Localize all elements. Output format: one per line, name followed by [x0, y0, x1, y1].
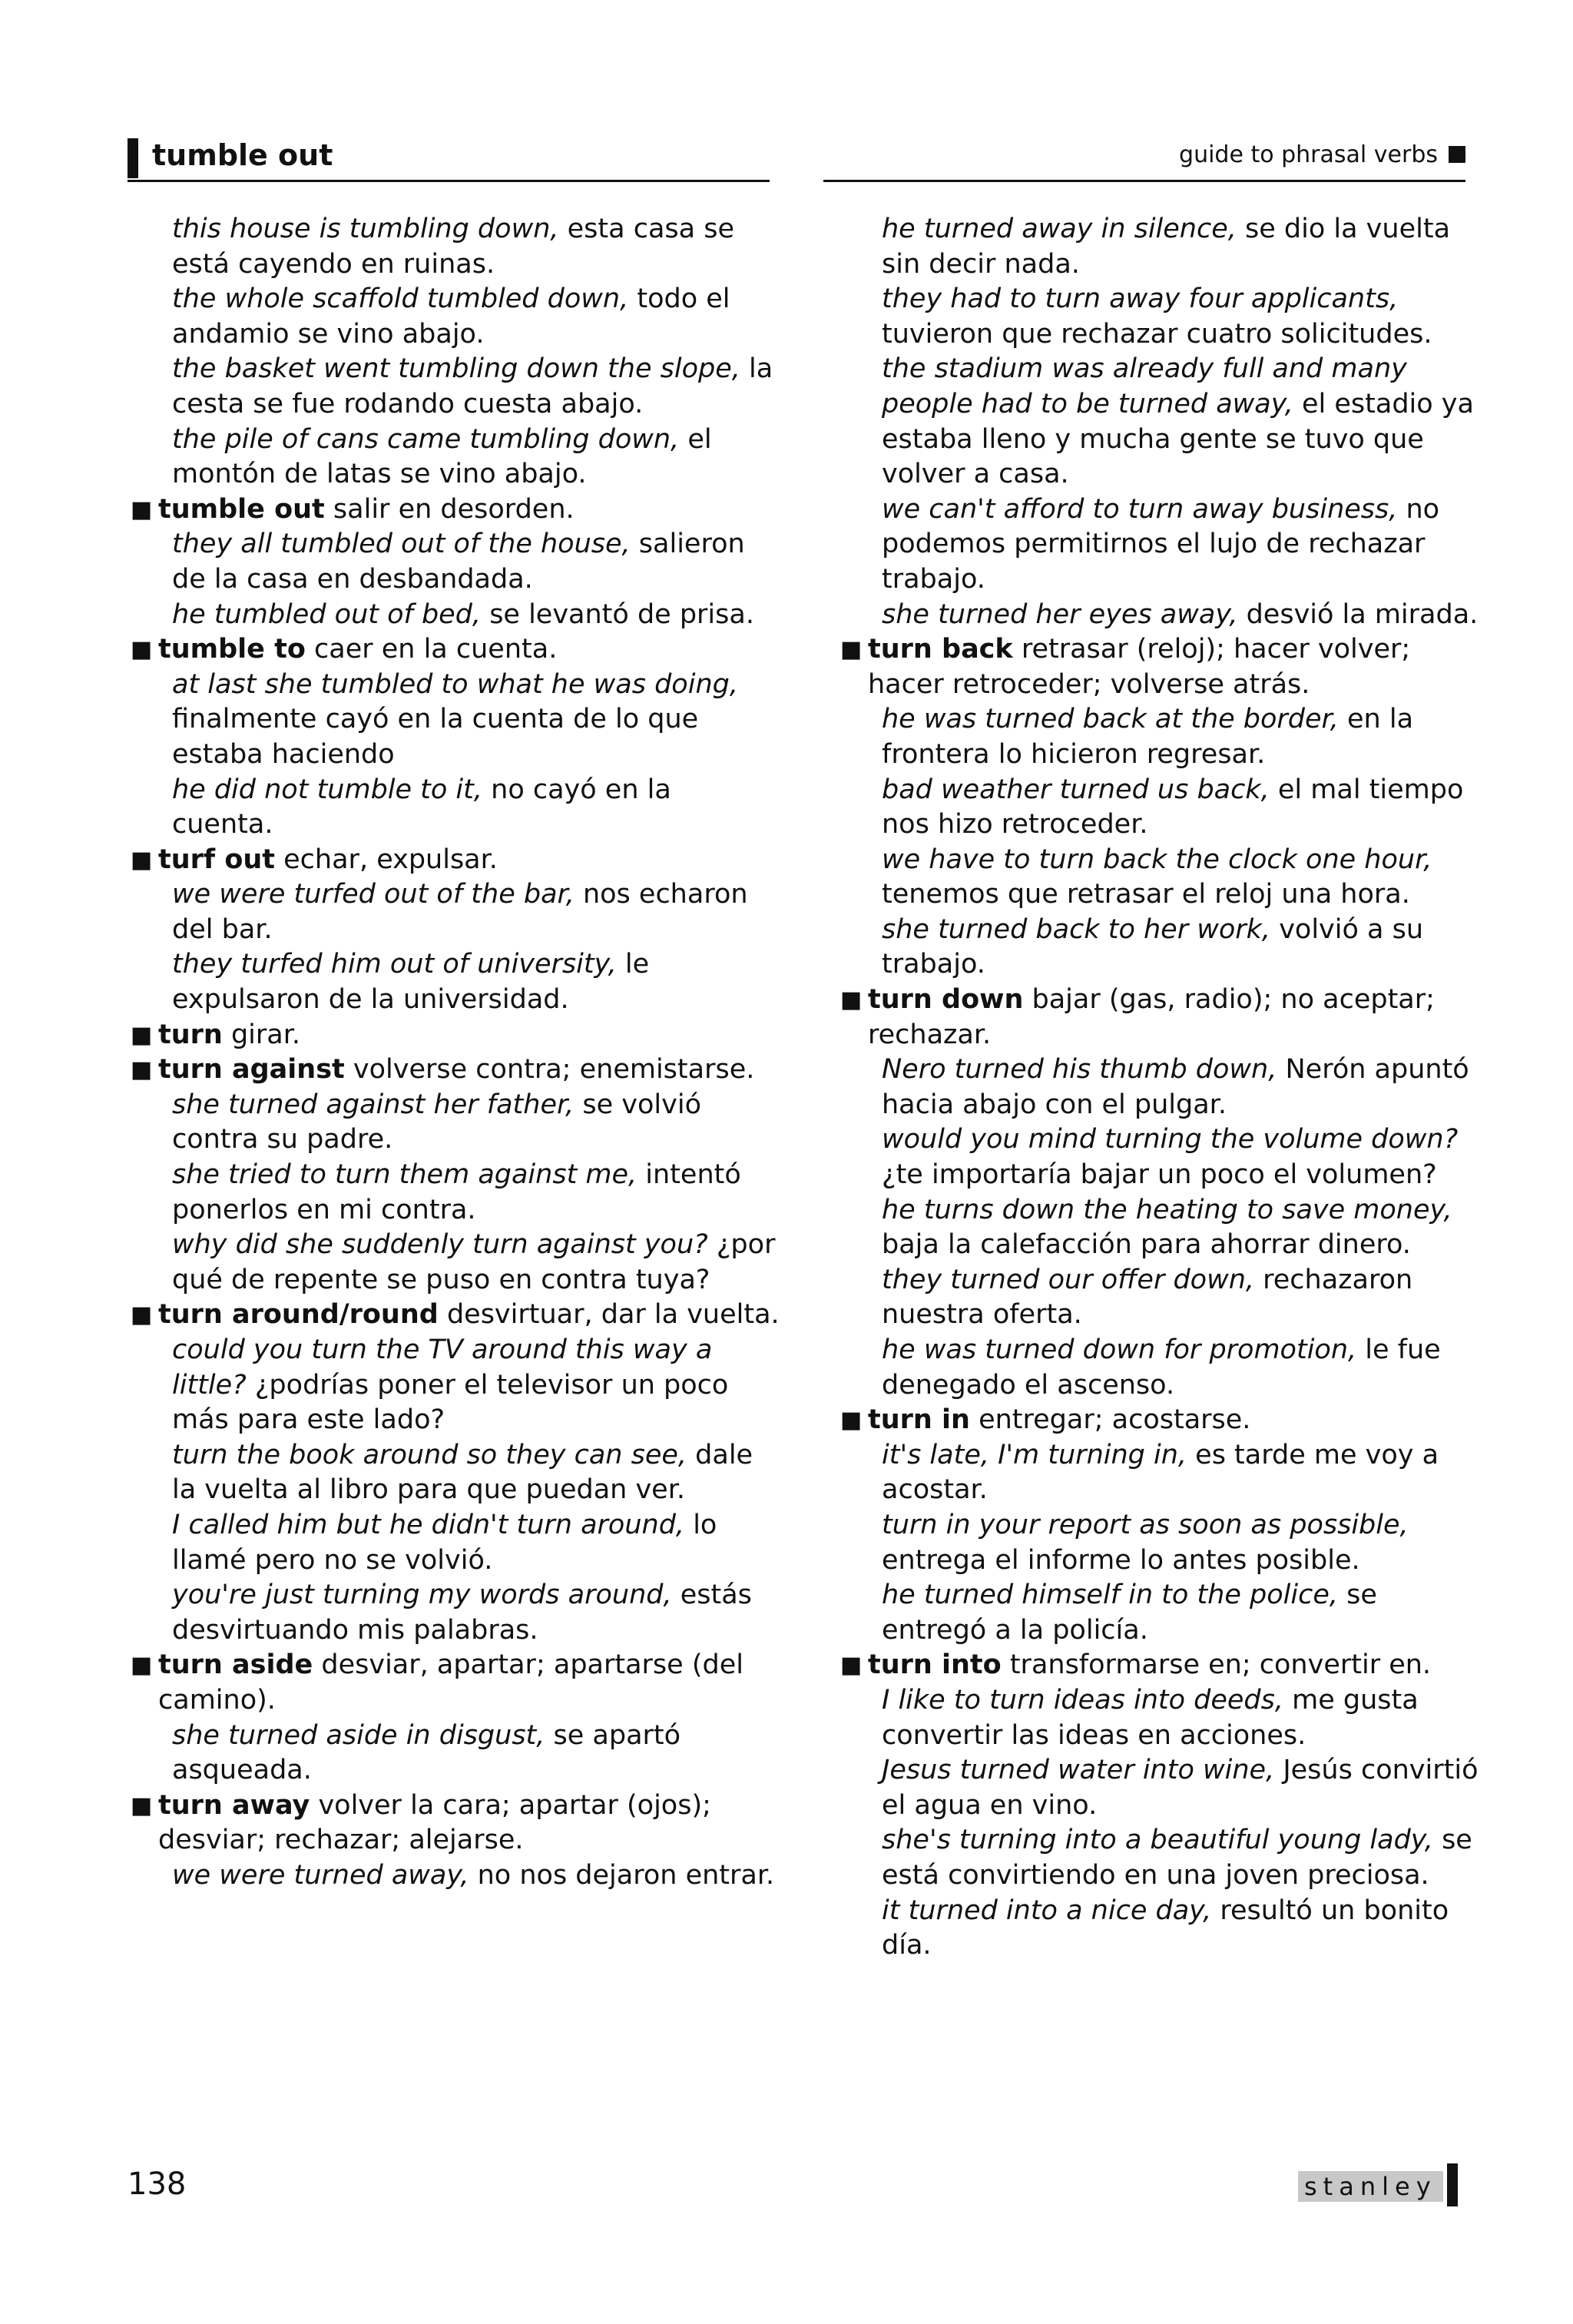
example-spanish: dale la vuelta al libro para que puedan ver.	[172, 1439, 753, 1506]
entry-bullet-icon: ■	[131, 496, 153, 523]
entry-bullet-icon: ■	[131, 846, 153, 874]
entry-bullet-icon: ■	[840, 1652, 863, 1679]
definition: volver la cara; apartar (ojos); desviar; rechazar; alejarse.	[158, 1789, 711, 1856]
example-spanish: no podemos permitirnos el lujo de rechazar trabajo.	[882, 493, 1440, 595]
dictionary-entry	[127, 1789, 780, 1858]
example-english: we were turfed out of the bar,	[172, 879, 575, 910]
dictionary-entry	[127, 1053, 780, 1088]
example-english: they turned our offer down,	[882, 1264, 1255, 1295]
running-header-left	[127, 135, 770, 182]
definition: transformarse en; convertir en.	[1001, 1649, 1432, 1681]
example-sentence	[127, 212, 780, 282]
example-english: you're just turning my words around,	[172, 1580, 672, 1611]
example-spanish: ¿te importaría bajar un poco el volumen?	[882, 1159, 1437, 1191]
example-sentence	[837, 1193, 1482, 1263]
page-number: 138	[127, 2167, 187, 2202]
example-english: turn the book around so they can see,	[172, 1439, 687, 1470]
dictionary-entry	[127, 1298, 780, 1333]
example-spanish: ¿podrías poner el televisor un poco más para este lado?	[172, 1369, 729, 1436]
example-english: the basket went tumbling down the slope,	[172, 353, 740, 385]
example-sentence	[127, 1578, 780, 1648]
example-sentence	[837, 1122, 1482, 1192]
example-sentence	[127, 668, 780, 773]
example-english: would you mind turning the volume down?	[882, 1124, 1459, 1155]
example-spanish: esta casa se está cayendo en ruinas.	[172, 214, 734, 280]
definition: retrasar (reloj); hacer volver; hacer retroceder; volverse atrás.	[868, 634, 1411, 700]
example-sentence	[127, 877, 780, 947]
dictionary-entry	[127, 843, 780, 878]
definition: entregar; acostarse.	[969, 1404, 1251, 1436]
dictionary-entry	[127, 1648, 780, 1718]
example-spanish: estás desvirtuando mis palabras.	[172, 1580, 752, 1646]
example-sentence	[837, 1333, 1482, 1403]
headword: turn against	[158, 1054, 345, 1086]
example-spanish: salieron de la casa en desbandada.	[172, 529, 745, 595]
example-spanish: no nos dejaron entrar.	[469, 1859, 775, 1891]
example-english: the pile of cans came tumbling down,	[172, 423, 680, 455]
example-spanish: desvió la mirada.	[1237, 598, 1479, 630]
definition: caer en la cuenta.	[305, 634, 558, 665]
dictionary-entry	[837, 632, 1482, 702]
example-spanish: rechazaron nuestra oferta.	[882, 1264, 1413, 1331]
example-spanish: se apartó asqueada.	[172, 1719, 681, 1786]
example-sentence	[127, 527, 780, 597]
right-column	[837, 212, 1482, 1964]
example-english: it's late, I'm turning in,	[882, 1439, 1187, 1470]
example-spanish: Jesús convirtió el agua en vino.	[882, 1755, 1479, 1821]
example-sentence	[837, 352, 1482, 492]
example-english: he turns down the heating to save money,	[882, 1194, 1452, 1225]
example-english: he turned away in silence,	[882, 214, 1237, 244]
headword: turn around/round	[158, 1299, 439, 1331]
example-sentence	[127, 423, 780, 492]
example-english: he tumbled out of bed,	[172, 598, 482, 630]
example-sentence	[837, 1683, 1482, 1753]
example-sentence	[837, 702, 1482, 772]
example-english: Jesus turned water into wine,	[882, 1755, 1275, 1786]
definition: echar, expulsar.	[275, 844, 498, 875]
example-english: she turned back to her work,	[882, 913, 1271, 945]
example-spanish: baja la calefacción para ahorrar dinero.	[882, 1229, 1411, 1261]
dictionary-entry	[127, 1018, 780, 1053]
example-english: we can't afford to turn away business,	[882, 493, 1398, 525]
dictionary-entry	[837, 1648, 1482, 1683]
example-sentence	[127, 1508, 780, 1578]
example-spanish: le fue denegado el ascenso.	[882, 1334, 1441, 1401]
example-sentence	[127, 282, 780, 352]
entry-bullet-icon: ■	[840, 986, 863, 1014]
example-sentence	[837, 773, 1482, 843]
example-sentence	[837, 1263, 1482, 1333]
entry-bullet-icon: ■	[131, 1792, 153, 1819]
dictionary-entry	[837, 983, 1482, 1053]
example-english: she turned against her father,	[172, 1089, 575, 1120]
example-sentence	[837, 282, 1482, 352]
example-spanish: ¿por qué de repente se puso en contra tuya?	[172, 1229, 776, 1295]
definition: desvirtuar, dar la vuelta.	[438, 1299, 780, 1331]
example-spanish: se levantó de prisa.	[481, 598, 754, 630]
example-english: at last she tumbled to what he was doing,	[172, 668, 738, 700]
example-english: she turned her eyes away,	[882, 598, 1238, 630]
example-spanish: se entregó a la policía.	[882, 1580, 1377, 1646]
entry-bullet-icon: ■	[131, 1021, 153, 1049]
definition: volverse contra; enemistarse.	[344, 1054, 755, 1086]
example-spanish: lo llamé pero no se volvió.	[172, 1509, 717, 1576]
example-spanish: tuvieron que rechazar cuatro solicitudes.	[882, 318, 1432, 350]
example-english: the whole scaffold tumbled down,	[172, 283, 629, 315]
header-bar-mark	[127, 138, 138, 178]
example-sentence	[837, 1894, 1482, 1964]
example-spanish: el mal tiempo nos hizo retroceder.	[882, 774, 1464, 840]
example-english: we were turned away,	[172, 1859, 469, 1891]
entry-bullet-icon: ■	[131, 1652, 153, 1679]
dictionary-entry	[127, 632, 780, 668]
headword: turn aside	[158, 1649, 313, 1681]
definition: girar.	[222, 1019, 301, 1050]
example-sentence	[127, 1719, 780, 1789]
example-sentence	[127, 352, 780, 422]
example-english: could you turn the TV around this way a little?	[172, 1334, 713, 1401]
example-sentence	[127, 773, 780, 843]
definition: salir en desorden.	[324, 493, 575, 525]
example-english: turn in your report as soon as possible,	[882, 1509, 1409, 1540]
headword: turn	[158, 1019, 223, 1050]
example-english: he was turned back at the border,	[882, 704, 1339, 735]
running-header-right	[823, 135, 1465, 182]
headword: turn into	[868, 1649, 1002, 1681]
example-sentence	[837, 1823, 1482, 1893]
example-sentence	[127, 1228, 780, 1298]
example-sentence	[837, 1053, 1482, 1122]
headword: tumble out	[158, 493, 325, 525]
header-title: tumble out	[152, 138, 333, 172]
headword: tumble to	[158, 634, 306, 665]
example-english: the stadium was already full and many people had to be turned away,	[882, 353, 1407, 419]
example-english: he turned himself in to the police,	[882, 1580, 1338, 1611]
example-sentence	[837, 1438, 1482, 1508]
headword: turn away	[158, 1789, 310, 1821]
left-column	[127, 212, 780, 1894]
example-spanish: es tarde me voy a acostar.	[882, 1439, 1439, 1506]
example-sentence	[837, 598, 1482, 633]
dictionary-entry	[837, 1403, 1482, 1438]
example-sentence	[837, 1753, 1482, 1823]
definition: bajar (gas, radio); no aceptar; rechazar.	[868, 984, 1435, 1050]
example-sentence	[837, 492, 1482, 598]
example-sentence	[127, 598, 780, 633]
example-spanish: la cesta se fue rodando cuesta abajo.	[172, 353, 773, 419]
example-english: she turned aside in disgust,	[172, 1719, 545, 1751]
headword: turn back	[868, 634, 1013, 665]
entry-bullet-icon: ■	[840, 636, 863, 664]
example-spanish: en la frontera lo hicieron regresar.	[882, 704, 1414, 770]
example-sentence	[127, 947, 780, 1017]
example-spanish: intentó ponerlos en mi contra.	[172, 1159, 741, 1225]
entry-bullet-icon: ■	[131, 1056, 153, 1084]
example-sentence	[837, 913, 1482, 983]
example-sentence	[837, 1508, 1482, 1578]
example-english: he did not tumble to it,	[172, 774, 483, 805]
example-spanish: se dio la vuelta sin decir nada.	[882, 214, 1451, 280]
headword: turn down	[868, 984, 1024, 1016]
example-spanish: se volvió contra su padre.	[172, 1089, 702, 1155]
example-english: bad weather turned us back,	[882, 774, 1270, 805]
example-sentence	[127, 1333, 780, 1438]
example-sentence	[127, 1158, 780, 1228]
example-spanish: tenemos que retrasar el reloj una hora.	[882, 879, 1410, 910]
example-english: they turfed him out of university,	[172, 949, 617, 980]
example-english: Nero turned his thumb down,	[882, 1054, 1277, 1086]
entry-bullet-icon: ■	[131, 636, 153, 664]
example-english: she's turning into a beautiful young lady,	[882, 1825, 1433, 1856]
example-english: I like to turn ideas into deeds,	[882, 1684, 1284, 1716]
example-spanish: Nerón apuntó hacia abajo con el pulgar.	[882, 1054, 1469, 1120]
example-english: they had to turn away four applicants,	[882, 283, 1399, 315]
example-sentence	[837, 843, 1482, 913]
example-spanish: el estadio ya estaba lleno y mucha gente se tuvo que volver a casa.	[882, 388, 1474, 490]
headword: turf out	[158, 844, 276, 875]
example-spanish: nos echaron del bar.	[172, 879, 748, 945]
example-spanish: entrega el informe lo antes posible.	[882, 1544, 1360, 1576]
example-sentence	[127, 1088, 780, 1158]
example-english: I called him but he didn't turn around,	[172, 1509, 685, 1540]
example-english: we have to turn back the clock one hour,	[882, 844, 1432, 875]
example-sentence	[127, 1438, 780, 1508]
example-sentence	[127, 1858, 780, 1894]
example-spanish: me gusta convertir las ideas en acciones.	[882, 1684, 1419, 1751]
example-spanish: resultó un bonito día.	[882, 1895, 1449, 1961]
example-spanish: volvió a su trabajo.	[882, 913, 1424, 980]
example-sentence	[837, 212, 1482, 282]
example-spanish: el montón de latas se vino abajo.	[172, 423, 712, 490]
example-english: he was turned down for promotion,	[882, 1334, 1357, 1365]
example-spanish: finalmente cayó en la cuenta de lo que estaba haciendo	[172, 704, 699, 770]
example-english: why did she suddenly turn against you?	[172, 1229, 708, 1261]
headword: turn in	[868, 1404, 970, 1436]
example-spanish: no cayó en la cuenta.	[172, 774, 671, 840]
example-english: it turned into a nice day,	[882, 1895, 1212, 1926]
dictionary-entry	[127, 492, 780, 528]
example-spanish: todo el andamio se vino abajo.	[172, 283, 730, 350]
example-spanish: le expulsaron de la universidad.	[172, 949, 650, 1016]
footer-bar-mark	[1447, 2163, 1458, 2206]
example-english: they all tumbled out of the house,	[172, 529, 631, 560]
definition: desviar, apartar; apartarse (del camino).	[158, 1649, 743, 1716]
example-english: she tried to turn them against me,	[172, 1159, 637, 1191]
publisher-logo: stanley	[1298, 2171, 1443, 2202]
example-english: this house is tumbling down,	[172, 214, 559, 244]
entry-bullet-icon: ■	[840, 1407, 863, 1434]
header-subtitle: guide to phrasal verbs	[1179, 141, 1438, 168]
header-square-mark	[1449, 146, 1465, 163]
entry-bullet-icon: ■	[131, 1301, 153, 1329]
example-sentence	[837, 1578, 1482, 1648]
example-spanish: se está convirtiendo en una joven preciosa.	[882, 1825, 1472, 1891]
